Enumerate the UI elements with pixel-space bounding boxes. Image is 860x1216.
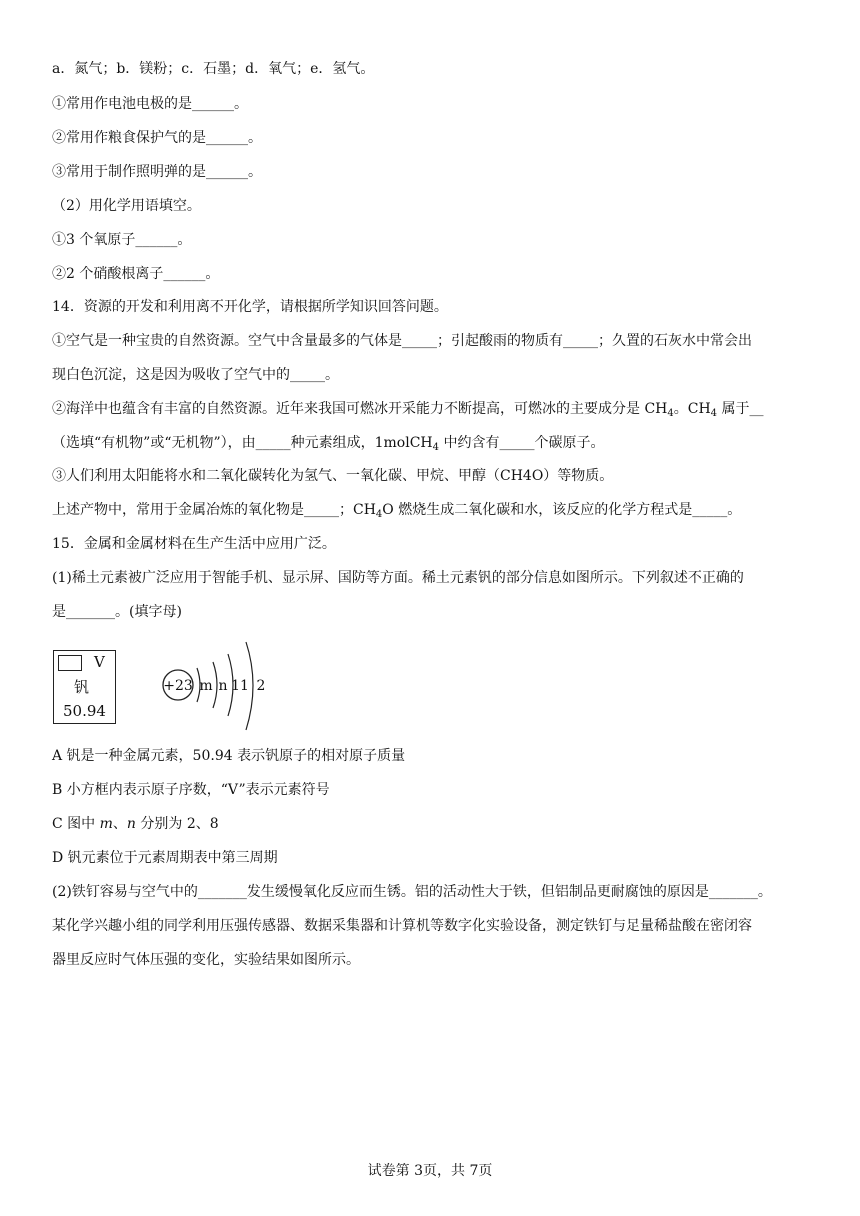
question-line: ②常用作粮食保护气的是______。 — [52, 130, 262, 146]
question-line: ③常用于制作照明弹的是______。 — [52, 164, 262, 180]
element-card-vanadium — [53, 650, 116, 724]
question-heading-15: 15．金属和金属材料在生产生活中应用广泛。 — [52, 536, 336, 552]
question-line — [52, 433, 604, 458]
answer-option-b: B 小方框内表示原子序数，“V”表示元素符号 — [52, 782, 330, 798]
page-footer: 试卷第 3页，共 7页 — [367, 1163, 493, 1179]
question-heading-14: 14．资源的开发和利用离不开化学，请根据所学知识回答问题。 — [52, 299, 448, 315]
question-line: (1)稀土元素被广泛应用于智能手机、显示屏、国防等方面。稀土元素钒的部分信息如图所示。下列叙述不正确的 — [52, 570, 744, 586]
answer-option-c — [52, 814, 219, 834]
element-symbol: V — [94, 653, 105, 671]
shell-electron-count: 11 — [231, 678, 249, 694]
shell-electron-count: 2 — [256, 678, 266, 694]
shell-electron-count: n — [218, 678, 228, 694]
question-line: ①空气是一种宝贵的自然资源。空气中含量最多的气体是_____；引起酸雨的物质有_____；久置的石灰水中常会出 — [52, 333, 752, 349]
question-line: ①3 个氧原子______。 — [52, 232, 192, 248]
shell-electron-count: m — [199, 678, 213, 694]
variable-m: m — [99, 816, 113, 832]
text-span: 、 — [112, 816, 127, 832]
question-line: 现白色沉淀，这是因为吸收了空气中的_____。 — [52, 367, 339, 383]
subscript: 4 — [710, 408, 718, 419]
text-span: 上述产物中，常用于金属冶炼的氧化物是_____；CH — [52, 502, 376, 518]
question-line: (2)铁钉容易与空气中的_______发生缓慢氧化反应而生锈。铝的活动性大于铁，但铝制品更耐腐蚀的原因是_______。 — [52, 884, 772, 900]
variable-n: n — [126, 816, 136, 832]
answer-option-a: A 钒是一种金属元素，50.94 表示钒原子的相对原子质量 — [52, 748, 406, 764]
text-span: （选填“有机物”或“无机物”），由_____种元素组成，1molCH — [52, 435, 433, 451]
atom-structure-diagram — [150, 628, 280, 738]
question-line: ③人们利用太阳能将水和二氧化碳转化为氢气、一氧化碳、甲烷、甲醇（CH4O）等物质。 — [52, 468, 614, 484]
nucleus-charge: +23 — [163, 678, 193, 694]
question-line — [52, 500, 741, 525]
atomic-number-box — [58, 655, 82, 671]
subscript: 4 — [432, 442, 440, 453]
question-line: （2）用化学用语填空。 — [52, 198, 201, 214]
question-line: 是_______。(填字母) — [52, 604, 182, 620]
text-span: O 燃烧生成二氧化碳和水，该反应的化学方程式是_____。 — [382, 502, 742, 518]
question-line: ①常用作电池电极的是______。 — [52, 96, 248, 112]
text-span: 属于__ — [717, 401, 764, 417]
shell-arc — [213, 662, 217, 708]
text-span: 。CH — [673, 401, 711, 417]
atomic-mass: 50.94 — [63, 702, 106, 720]
option-list-line: a．氮气；b．镁粉；c．石墨；d．氧气；e．氢气。 — [52, 61, 375, 77]
question-line: ②2 个硝酸根离子______。 — [52, 266, 220, 282]
text-span: 中约含有_____个碳原子。 — [439, 435, 605, 451]
question-line: 某化学兴趣小组的同学利用压强传感器、数据采集器和计算机等数字化实验设备，测定铁钉与足量稀盐酸在密闭容 — [52, 918, 752, 934]
text-span: ②海洋中也蕴含有丰富的自然资源。近年来我国可燃冰开采能力不断提高，可燃冰的主要成分是 CH — [52, 401, 668, 417]
question-line — [52, 399, 764, 424]
question-line: 器里反应时气体压强的变化，实验结果如图所示。 — [52, 952, 360, 968]
text-span: 分别为 2、8 — [135, 816, 219, 832]
element-name: 钒 — [74, 678, 90, 696]
subscript: 4 — [375, 509, 383, 520]
answer-option-d: D 钒元素位于元素周期表中第三周期 — [52, 850, 278, 866]
subscript: 4 — [667, 408, 674, 419]
text-span: C 图中 — [52, 816, 100, 832]
